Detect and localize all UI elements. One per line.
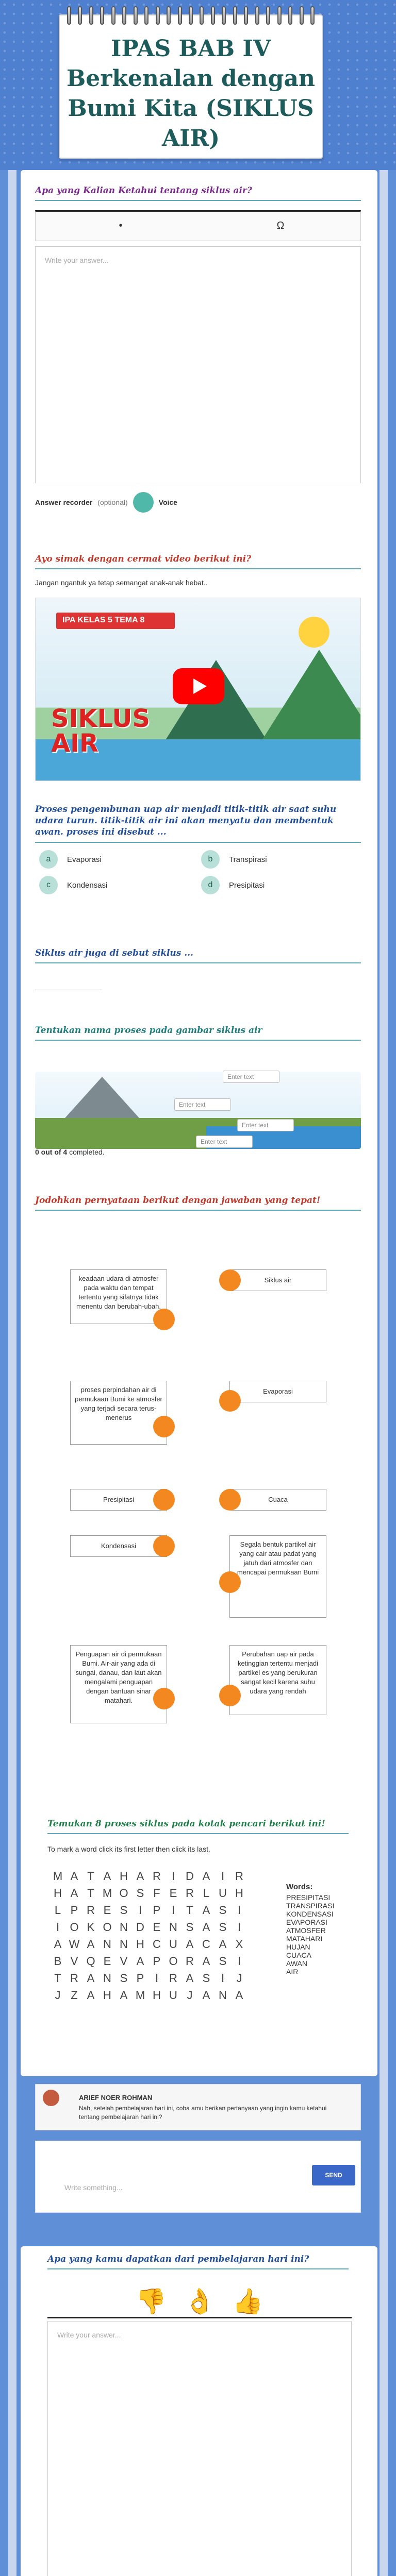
wordsearch-cell[interactable]: R	[186, 1887, 194, 1900]
wordsearch-cell[interactable]: I	[221, 1870, 225, 1883]
wordsearch-cell[interactable]: S	[136, 1887, 144, 1900]
wordsearch-cell[interactable]: M	[135, 1989, 145, 2002]
wordsearch-cell[interactable]: D	[186, 1870, 194, 1883]
wordsearch-cell[interactable]: O	[70, 1921, 79, 1934]
wordsearch-cell[interactable]: A	[235, 1989, 243, 2002]
reflection-title: Apa yang kamu dapatkan dari pembelajaran hari ini?	[47, 2254, 349, 2269]
mcq-option-d[interactable]: d Presipitasi	[201, 876, 265, 894]
wordsearch-cell[interactable]: Z	[71, 1989, 78, 2002]
match-left-5-dot[interactable]	[153, 1688, 175, 1709]
wordsearch-word: KONDENSASI	[286, 1910, 334, 1918]
reflection-placeholder: Write your answer...	[57, 2331, 121, 2339]
match-right-5[interactable]: Perubahan uap air pada ketinggian tertentu menjadi partikel es yang berukuran sangat kecil karena suhu udara yang rendah	[229, 1645, 326, 1715]
match-left-2[interactable]: proses perpindahan air di permukaan Bumi ke atmosfer yang terjadi secara terus-menerus	[70, 1381, 167, 1445]
wordsearch-word: AWAN	[286, 1959, 307, 1968]
wordsearch-cell[interactable]: I	[237, 1955, 241, 1968]
mcq-option-b[interactable]: b Transpirasi	[201, 850, 267, 869]
wordsearch-cell[interactable]: J	[55, 1989, 61, 2002]
match-title: Jodohkan pernyataan berikut dengan jawaban yang tepat!	[35, 1195, 361, 1211]
wordsearch-cell[interactable]: A	[202, 1921, 210, 1934]
play-icon[interactable]	[173, 668, 224, 704]
wordsearch-cell[interactable]: A	[219, 1938, 227, 1951]
title-card	[59, 14, 323, 159]
wordsearch-cell[interactable]: A	[54, 1938, 62, 1951]
wordsearch-cell[interactable]: R	[235, 1870, 243, 1883]
match-left-1-dot[interactable]	[153, 1309, 175, 1330]
fill-answer-input[interactable]	[35, 989, 102, 990]
diagram-label-4[interactable]: Enter text	[196, 1136, 253, 1148]
wordsearch-cell[interactable]: P	[153, 1955, 161, 1968]
video-caption: Jangan ngantuk ya tetap semangat anak-anak hebat..	[35, 579, 208, 587]
wordsearch-cell[interactable]: I	[56, 1921, 60, 1934]
wordsearch-cell[interactable]: R	[87, 1904, 95, 1917]
wordsearch-word-list	[286, 1883, 334, 1976]
wordsearch-row	[50, 1987, 248, 2004]
wordsearch-cell[interactable]: A	[103, 1870, 111, 1883]
reflection-answer-field[interactable]	[47, 2321, 352, 2576]
wordsearch-cell[interactable]: E	[169, 1887, 177, 1900]
wordsearch-cell[interactable]: H	[54, 1887, 62, 1900]
wordsearch-cell[interactable]: N	[103, 1972, 111, 1985]
wordsearch-cell[interactable]: O	[169, 1955, 178, 1968]
wordsearch-cell[interactable]: H	[120, 1870, 128, 1883]
wordsearch-cell[interactable]: H	[153, 1989, 161, 2002]
wordsearch-cell[interactable]: A	[87, 1972, 95, 1985]
reaction-toolbar	[47, 2287, 352, 2318]
recorder-optional: (optional)	[97, 498, 128, 506]
wordsearch-cell[interactable]: I	[155, 1972, 159, 1985]
wordsearch-cell[interactable]: I	[237, 1921, 241, 1934]
wordsearch-cell[interactable]: A	[202, 1870, 210, 1883]
wordsearch-cell[interactable]: A	[186, 1938, 194, 1951]
wordsearch-cell[interactable]: P	[136, 1972, 144, 1985]
diagram-progress: 0 out of 4 completed.	[35, 1148, 105, 1156]
q1-answer-field[interactable]	[35, 246, 361, 483]
wordsearch-row	[50, 1902, 248, 1919]
thumbs-up-icon[interactable]: 👍	[232, 2288, 263, 2315]
wordsearch-cell[interactable]: S	[219, 1955, 227, 1968]
wordsearch-cell[interactable]: H	[136, 1938, 144, 1951]
match-left-5[interactable]: Penguapan air di permukaan Bumi. Air-air yang ada di sungai, danau, dan laut akan mengalami penguapan dengan bantuan sinar matahari.	[70, 1645, 167, 1723]
wordsearch-word: PRESIPITASI	[286, 1893, 331, 1902]
wordsearch-cell[interactable]: M	[53, 1870, 63, 1883]
wordsearch-cell[interactable]: U	[169, 1938, 177, 1951]
wordsearch-cell[interactable]: C	[202, 1938, 210, 1951]
wordsearch-cell[interactable]: E	[103, 1955, 111, 1968]
video-title: Ayo simak dengan cermat video berikut ini?	[35, 554, 361, 569]
voice-record-button[interactable]	[133, 492, 154, 513]
mcq-option-a[interactable]: a Evaporasi	[39, 850, 102, 869]
wordsearch-cell[interactable]: I	[221, 1972, 225, 1985]
notebook-spiral	[67, 6, 315, 27]
wordsearch-cell[interactable]: I	[171, 1904, 175, 1917]
special-character-button[interactable]: Ω	[276, 220, 285, 231]
wordsearch-cell[interactable]: T	[186, 1904, 193, 1917]
wordsearch-cell[interactable]: I	[138, 1904, 142, 1917]
wordsearch-cell[interactable]: E	[103, 1904, 111, 1917]
wordsearch-cell[interactable]: S	[120, 1972, 128, 1985]
wordsearch-cell[interactable]: O	[103, 1921, 112, 1934]
words-heading: Words:	[286, 1883, 313, 1891]
match-right-4[interactable]: Segala bentuk partikel air yang cair atau padat yang jatuh dari atmosfer dan mencapai permukaan Bumi	[229, 1535, 326, 1618]
match-left-4[interactable]: Kondensasi	[70, 1535, 167, 1557]
wordsearch-word: MATAHARI	[286, 1935, 323, 1943]
wordsearch-cell[interactable]: V	[70, 1955, 78, 1968]
match-right-5-dot[interactable]	[219, 1685, 241, 1706]
wordsearch-cell[interactable]: S	[120, 1904, 128, 1917]
editor-toolbar	[35, 210, 361, 241]
q1-answer-recorder	[35, 492, 177, 513]
discussion-post	[35, 2084, 361, 2130]
wordsearch-cell[interactable]: C	[153, 1938, 161, 1951]
video-siklus-text: SIKLUS AIR	[51, 704, 151, 758]
wordsearch-cell[interactable]: S	[219, 1921, 227, 1934]
wordsearch-cell[interactable]: P	[70, 1904, 78, 1917]
wordsearch-cell[interactable]: A	[202, 1955, 210, 1968]
wordsearch-title: Temukan 8 proses siklus pada kotak pencari berikut ini!	[47, 1819, 349, 1834]
wordsearch-cell[interactable]: L	[54, 1904, 61, 1917]
match-right-1-dot[interactable]	[219, 1269, 241, 1291]
wordsearch-cell[interactable]: S	[219, 1904, 227, 1917]
poster-name: ARIEF NOER ROHMAN	[79, 2094, 153, 2102]
wordsearch-word: HUJAN	[286, 1943, 310, 1951]
match-right-4-dot[interactable]	[219, 1571, 241, 1593]
wordsearch-instruction: To mark a word click its first letter then click its last.	[47, 1845, 210, 1853]
wordsearch-cell[interactable]: T	[87, 1870, 94, 1883]
match-right-3-dot[interactable]	[219, 1489, 241, 1511]
wordsearch-cell[interactable]: Q	[86, 1955, 95, 1968]
diagram-title: Tentukan nama proses pada gambar siklus air	[35, 1025, 361, 1041]
wordsearch-word: AIR	[286, 1968, 299, 1976]
wordsearch-cell[interactable]: A	[87, 1989, 95, 2002]
wordsearch-row	[50, 1919, 248, 1936]
match-right-3[interactable]: Cuaca	[229, 1489, 326, 1511]
wordsearch-cell[interactable]: T	[87, 1887, 94, 1900]
wordsearch-row	[50, 1936, 248, 1953]
wordsearch-cell[interactable]: N	[120, 1938, 128, 1951]
wordsearch-row	[50, 1885, 248, 1902]
diagram-label-2[interactable]: Enter text	[174, 1098, 231, 1111]
match-left-1[interactable]: keadaan udara di atmosfer pada waktu dan tempat tertentu yang sifatnya tidak menentu dan berubah-ubah.	[70, 1269, 167, 1324]
q1-answer-placeholder: Write your answer...	[45, 256, 109, 264]
video-banner: IPA KELAS 5 TEMA 8	[56, 613, 175, 629]
avatar	[43, 2090, 59, 2106]
wordsearch-cell[interactable]: U	[169, 1989, 177, 2002]
wordsearch-cell[interactable]: R	[153, 1870, 161, 1883]
wordsearch-cell[interactable]: T	[54, 1972, 61, 1985]
match-left-3-dot[interactable]	[153, 1489, 175, 1511]
wordsearch-cell[interactable]: E	[153, 1921, 161, 1934]
recorder-label: Answer recorder	[35, 498, 93, 506]
wordsearch-cell[interactable]: V	[120, 1955, 128, 1968]
voice-label: Voice	[158, 498, 177, 506]
wordsearch-cell[interactable]: R	[70, 1972, 78, 1985]
wordsearch-cell[interactable]: A	[70, 1887, 78, 1900]
fill-question: Siklus air juga di sebut siklus ...	[35, 948, 361, 963]
wordsearch-cell[interactable]: P	[153, 1904, 161, 1917]
bullet-list-button[interactable]: •	[119, 220, 123, 231]
wordsearch-grid	[50, 1868, 248, 2004]
wordsearch-cell[interactable]: M	[102, 1887, 112, 1900]
video-player[interactable]	[35, 598, 361, 781]
wordsearch-cell[interactable]: A	[136, 1870, 144, 1883]
wordsearch-cell[interactable]: A	[186, 1972, 194, 1985]
page-title: IPAS BAB IV Berkenalan dengan Bumi Kita (SIKLUS AIR)	[67, 36, 315, 151]
wordsearch-cell[interactable]: X	[235, 1938, 243, 1951]
wordsearch-word: EVAPORASI	[286, 1918, 327, 1926]
wordsearch-cell[interactable]: I	[237, 1904, 241, 1917]
wordsearch-cell[interactable]: J	[236, 1972, 242, 1985]
wordsearch-cell[interactable]: A	[202, 1904, 210, 1917]
wordsearch-cell[interactable]: R	[169, 1972, 177, 1985]
mcq-option-c[interactable]: c Kondensasi	[39, 876, 107, 894]
wordsearch-word: CUACA	[286, 1951, 312, 1959]
match-right-1[interactable]: Siklus air	[229, 1269, 326, 1291]
diagram-label-3[interactable]: Enter text	[237, 1119, 294, 1131]
mcq-question: Proses pengembunan uap air menjadi titik-titik air saat suhu udara turun. titik-titik air ini akan menyatu dan membentuk awan. proses ini disebut ...	[35, 804, 361, 843]
wordsearch-cell[interactable]: H	[103, 1989, 111, 2002]
wordsearch-cell[interactable]: A	[136, 1955, 144, 1968]
wordsearch-cell[interactable]: R	[186, 1955, 194, 1968]
reply-placeholder: Write something...	[64, 2183, 123, 2192]
sun-icon	[299, 617, 329, 648]
wordsearch-row	[50, 1868, 248, 1885]
wordsearch-cell[interactable]: L	[203, 1887, 210, 1900]
wordsearch-row	[50, 1970, 248, 1987]
match-left-2-dot[interactable]	[153, 1416, 175, 1437]
wordsearch-cell[interactable]: A	[70, 1870, 78, 1883]
wordsearch-cell[interactable]: N	[169, 1921, 177, 1934]
match-left-4-dot[interactable]	[153, 1535, 175, 1557]
wordsearch-cell[interactable]: A	[202, 1989, 210, 2002]
match-right-2[interactable]: Evaporasi	[229, 1381, 326, 1402]
wordsearch-cell[interactable]: O	[119, 1887, 128, 1900]
wordsearch-cell[interactable]: I	[171, 1870, 175, 1883]
poster-message: Nah, setelah pembelajaran hari ini, coba amu berikan pertanyaan yang ingin kamu ketahui tentang pembelajaran hari ini?	[79, 2105, 327, 2121]
wordsearch-cell[interactable]: S	[202, 1972, 210, 1985]
diagram-label-1[interactable]: Enter text	[223, 1071, 279, 1083]
wordsearch-cell[interactable]: B	[54, 1955, 62, 1968]
wordsearch-cell[interactable]: A	[120, 1989, 128, 2002]
wordsearch-row	[50, 1953, 248, 1970]
thumbs-down-icon[interactable]: 👎	[136, 2288, 167, 2315]
wordsearch-cell[interactable]: N	[103, 1938, 111, 1951]
q1-title: Apa yang Kalian Ketahui tentang siklus air?	[35, 185, 361, 201]
match-right-2-dot[interactable]	[219, 1390, 241, 1412]
send-button[interactable]: SEND	[312, 2165, 355, 2185]
wordsearch-cell[interactable]: S	[186, 1921, 194, 1934]
match-left-3[interactable]: Presipitasi	[70, 1489, 167, 1511]
wordsearch-word: TRANSPIRASI	[286, 1902, 335, 1910]
wordsearch-cell[interactable]: K	[87, 1921, 95, 1934]
wordsearch-cell[interactable]: N	[120, 1921, 128, 1934]
wordsearch-cell[interactable]: W	[69, 1938, 80, 1951]
wordsearch-word: ATMOSFER	[286, 1926, 326, 1935]
reply-composer[interactable]	[35, 2141, 361, 2213]
wordsearch-cell[interactable]: H	[235, 1887, 243, 1900]
wordsearch-cell[interactable]: D	[136, 1921, 144, 1934]
wordsearch-cell[interactable]: F	[153, 1887, 160, 1900]
thumbs-sideways-icon[interactable]: 👌	[184, 2288, 215, 2315]
wordsearch-cell[interactable]: N	[219, 1989, 227, 2002]
wordsearch-cell[interactable]: A	[87, 1938, 95, 1951]
wordsearch-cell[interactable]: J	[187, 1989, 193, 2002]
wordsearch-cell[interactable]: U	[219, 1887, 227, 1900]
